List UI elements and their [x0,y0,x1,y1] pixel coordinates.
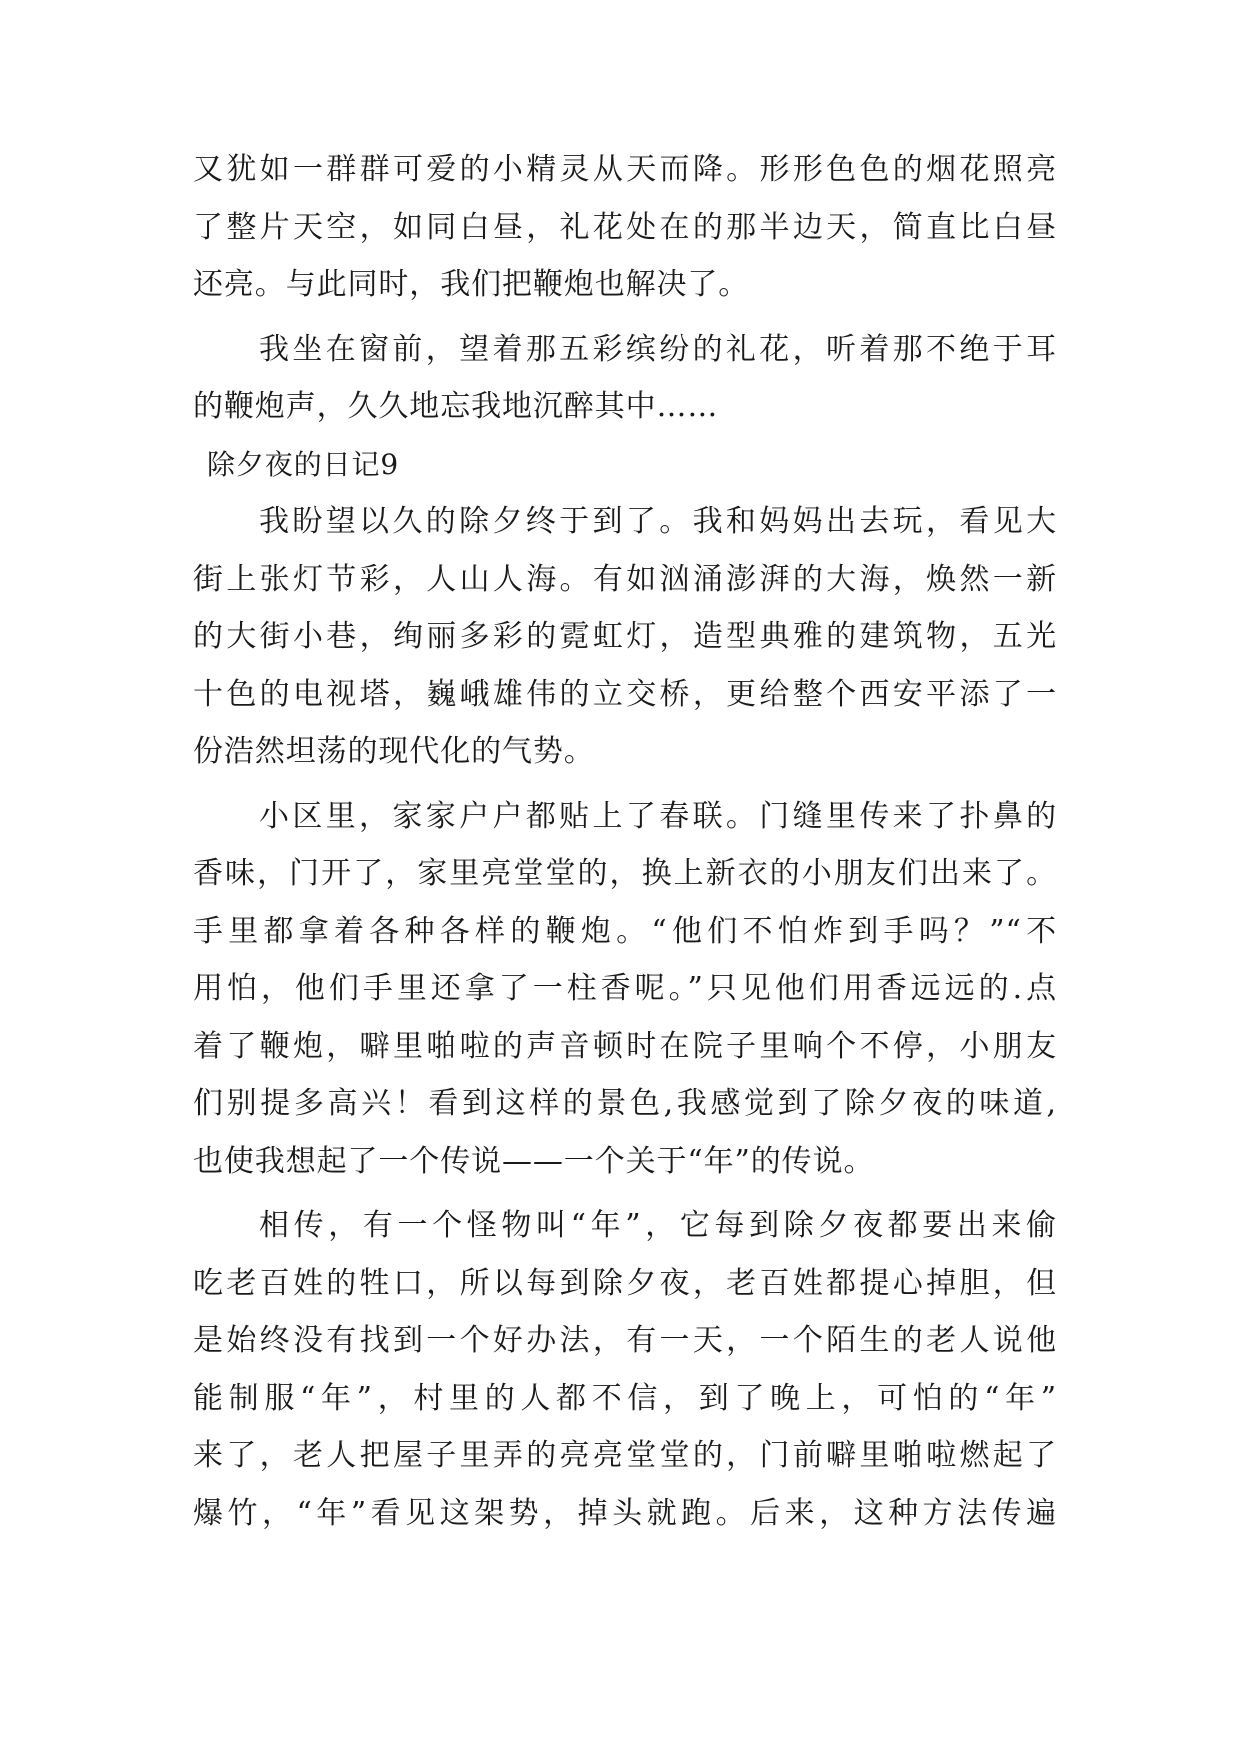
paragraph [193,141,1057,314]
text-line: 街上张灯节彩，人山人海。有如汹涌澎湃的大海，焕然一新 [193,561,1057,597]
heading-text: 除夕夜的日记9 [207,447,400,481]
paragraph [193,1197,1057,1542]
text-line: 我坐在窗前，望着那五彩缤纷的礼花，听着那不绝于耳 [259,331,1057,367]
text-line: 份浩然坦荡的现代化的气势。 [193,734,595,769]
text-line: 十色的电视塔，巍峨雄伟的立交桥，更给整个西安平添了一 [193,676,1057,712]
text-line: 用怕，他们手里还拿了一柱香呢。”只见他们用香远远的.点 [193,971,1057,1006]
text-line: 小区里，家家户户都贴上了春联。门缝里传来了扑鼻的 [259,798,1057,834]
paragraph [193,788,1057,1191]
text-line: 相传，有一个怪物叫“年”，它每到除夕夜都要出来偷 [259,1208,1057,1243]
text-line: 还亮。与此同时，我们把鞭炮也解决了。 [193,267,750,302]
text-line: 手里都拿着各种各样的鞭炮。“他们不怕炸到手吗？”“不 [193,913,1057,949]
text-line: 吃老百姓的牲口，所以每到除夕夜，老百姓都提心掉胆，但 [193,1265,1057,1301]
paragraph [193,493,1057,781]
text-line: 我盼望以久的除夕终于到了。我和妈妈出去玩，看见大 [259,504,1057,539]
paragraph [193,321,1057,436]
text-line: 又犹如一群群可爱的小精灵从天而降。形形色色的烟花照亮 [193,152,1057,187]
text-line: 能制服“年”，村里的人都不信，到了晚上，可怕的“年” [193,1380,1057,1416]
text-line: 爆竹，“年”看见这架势，掉头就跑。后来，这种方法传遍 [193,1495,1057,1531]
text-line: 们别提多高兴！看到这样的景色,我感觉到了除夕夜的味道, [193,1086,1057,1121]
text-line: 着了鞭炮，噼里啪啦的声音顿时在院子里响个不停，小朋友 [193,1028,1057,1064]
document-body [193,141,1057,1542]
text-line: 是始终没有找到一个好办法，有一天，一个陌生的老人说他 [193,1323,1057,1358]
text-line: 也使我想起了一个传说——一个关于“年”的传说。 [193,1143,875,1179]
section-heading [193,436,1057,494]
text-line: 来了，老人把屋子里弄的亮亮堂堂的，门前噼里啪啦燃起了 [193,1438,1057,1473]
text-line: 的大街小巷，绚丽多彩的霓虹灯，造型典雅的建筑物，五光 [193,619,1057,654]
text-line: 了整片天空，如同白昼，礼花处在的那半边天，简直比白昼 [193,209,1057,245]
text-line: 香味，门开了，家里亮堂堂的，换上新衣的小朋友们出来了。 [193,856,1057,891]
text-line: 的鞭炮声，久久地忘我地沉醉其中…… [193,389,719,424]
